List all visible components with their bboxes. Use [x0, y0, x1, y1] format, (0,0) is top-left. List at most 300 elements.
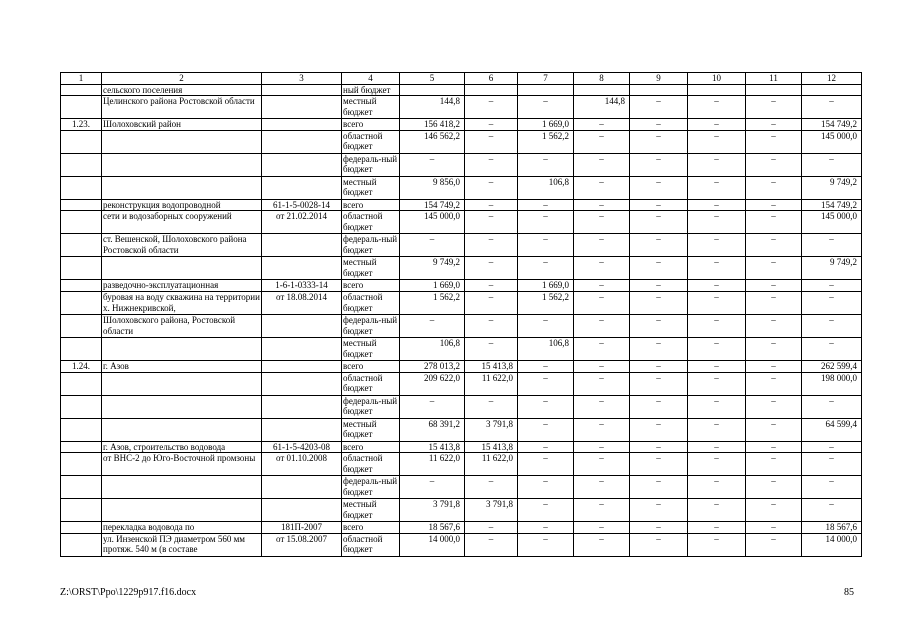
funding-source-cell: местный бюджет [342, 176, 400, 199]
value-cell: – [688, 199, 746, 211]
value-cell: – [465, 176, 518, 199]
value-cell: – [574, 234, 630, 257]
document-ref-cell [262, 130, 342, 153]
value-cell: – [746, 96, 802, 119]
value-cell: – [802, 476, 862, 499]
object-name-cell [102, 153, 262, 176]
document-ref-cell [262, 476, 342, 499]
object-name-cell [102, 418, 262, 441]
column-header: 12 [802, 73, 862, 85]
value-cell: – [574, 211, 630, 234]
value-cell: 18 567,6 [802, 522, 862, 534]
value-cell: – [465, 130, 518, 153]
document-ref-cell [262, 96, 342, 119]
column-header: 5 [400, 73, 465, 85]
value-cell: – [688, 130, 746, 153]
funding-source-cell: областной бюджет [342, 453, 400, 476]
document-ref-cell [262, 119, 342, 131]
value-cell [802, 84, 862, 96]
document-ref-cell: 61-1-5-0028-14 [262, 199, 342, 211]
value-cell: 9 749,2 [802, 257, 862, 280]
value-cell: – [746, 395, 802, 418]
value-cell: – [802, 96, 862, 119]
table-row [61, 153, 862, 176]
value-cell: – [802, 499, 862, 522]
value-cell: – [802, 453, 862, 476]
value-cell: – [630, 280, 688, 292]
object-name-cell [102, 395, 262, 418]
value-cell: – [630, 291, 688, 314]
funding-source-cell: областной бюджет [342, 372, 400, 395]
value-cell: – [688, 533, 746, 556]
table-row [61, 395, 862, 418]
funding-source-cell: местный бюджет [342, 418, 400, 441]
document-ref-cell [262, 337, 342, 360]
document-ref-cell [262, 84, 342, 96]
value-cell [688, 84, 746, 96]
value-cell: – [746, 176, 802, 199]
document-ref-cell: от 01.10.2008 [262, 453, 342, 476]
funding-source-cell: областной бюджет [342, 211, 400, 234]
value-cell: – [574, 199, 630, 211]
row-number-cell [61, 533, 102, 556]
funding-source-cell: местный бюджет [342, 257, 400, 280]
object-name-cell: ул. Инзенской ПЭ диаметром 560 мм протяж. 540 м (в составе [102, 533, 262, 556]
value-cell: – [802, 280, 862, 292]
value-cell: – [465, 234, 518, 257]
value-cell: – [746, 119, 802, 131]
value-cell: – [574, 499, 630, 522]
value-cell: – [518, 199, 574, 211]
table-row [61, 533, 862, 556]
row-number-cell [61, 476, 102, 499]
footer-file-path: Z:\ORST\Ppo\1229p917.f16.docx [60, 587, 197, 598]
value-cell: – [802, 291, 862, 314]
value-cell: – [746, 199, 802, 211]
value-cell: 11 622,0 [465, 453, 518, 476]
object-name-cell: сети и водозаборных сооружений [102, 211, 262, 234]
object-name-cell: реконструкция водопроводной [102, 199, 262, 211]
value-cell: – [574, 533, 630, 556]
value-cell: 262 599,4 [802, 360, 862, 372]
document-ref-cell: от 15.08.2007 [262, 533, 342, 556]
value-cell: – [630, 234, 688, 257]
row-number-cell [61, 418, 102, 441]
row-number-cell [61, 453, 102, 476]
value-cell: – [630, 314, 688, 337]
value-cell: – [688, 418, 746, 441]
table-row [61, 476, 862, 499]
budget-table [60, 72, 862, 557]
table-row [61, 453, 862, 476]
value-cell: – [465, 522, 518, 534]
object-name-cell [102, 372, 262, 395]
value-cell: – [574, 476, 630, 499]
row-number-cell [61, 211, 102, 234]
value-cell: 11 622,0 [400, 453, 465, 476]
value-cell: – [802, 153, 862, 176]
table-row [61, 199, 862, 211]
table-row [61, 522, 862, 534]
value-cell: 146 562,2 [400, 130, 465, 153]
value-cell: – [518, 211, 574, 234]
value-cell: – [630, 119, 688, 131]
value-cell: 15 413,8 [465, 360, 518, 372]
document-ref-cell: от 18.08.2014 [262, 291, 342, 314]
value-cell: – [688, 476, 746, 499]
table-row [61, 257, 862, 280]
value-cell: – [688, 257, 746, 280]
value-cell: – [465, 533, 518, 556]
value-cell: – [518, 395, 574, 418]
value-cell: – [802, 441, 862, 453]
value-cell: – [688, 280, 746, 292]
value-cell: – [688, 372, 746, 395]
row-number-cell [61, 522, 102, 534]
value-cell: – [465, 211, 518, 234]
value-cell: – [518, 418, 574, 441]
object-name-cell [102, 476, 262, 499]
column-header: 3 [262, 73, 342, 85]
value-cell: – [746, 499, 802, 522]
value-cell: – [574, 395, 630, 418]
table-row [61, 360, 862, 372]
value-cell: – [518, 257, 574, 280]
value-cell: – [465, 280, 518, 292]
object-name-cell: ст. Вешенской, Шолоховского района Ростовской области [102, 234, 262, 257]
table-row [61, 119, 862, 131]
value-cell: 18 567,6 [400, 522, 465, 534]
value-cell [574, 84, 630, 96]
value-cell: – [574, 337, 630, 360]
value-cell: – [688, 337, 746, 360]
value-cell: – [630, 337, 688, 360]
funding-source-cell: ный бюджет [342, 84, 400, 96]
value-cell: – [465, 476, 518, 499]
value-cell: – [465, 96, 518, 119]
value-cell: 278 013,2 [400, 360, 465, 372]
value-cell: 68 391,2 [400, 418, 465, 441]
value-cell: – [400, 314, 465, 337]
value-cell: 106,8 [518, 337, 574, 360]
value-cell: – [518, 522, 574, 534]
value-cell: – [630, 476, 688, 499]
value-cell: – [746, 522, 802, 534]
object-name-cell [102, 130, 262, 153]
value-cell: 154 749,2 [802, 199, 862, 211]
table-row [61, 337, 862, 360]
row-number-cell [61, 280, 102, 292]
column-header: 9 [630, 73, 688, 85]
value-cell: – [746, 418, 802, 441]
value-cell: – [630, 395, 688, 418]
value-cell: – [630, 257, 688, 280]
value-cell: 1 669,0 [518, 119, 574, 131]
funding-source-cell: всего [342, 280, 400, 292]
row-number-cell [61, 153, 102, 176]
document-ref-cell: 181П-2007 [262, 522, 342, 534]
value-cell: – [688, 499, 746, 522]
table-row [61, 96, 862, 119]
object-name-cell [102, 257, 262, 280]
value-cell: 1 669,0 [400, 280, 465, 292]
value-cell: – [746, 372, 802, 395]
value-cell: 1 669,0 [518, 280, 574, 292]
value-cell: – [574, 441, 630, 453]
value-cell: – [400, 395, 465, 418]
column-header: 7 [518, 73, 574, 85]
value-cell: 14 000,0 [400, 533, 465, 556]
funding-source-cell: областной бюджет [342, 130, 400, 153]
row-number-cell [61, 291, 102, 314]
value-cell: – [574, 522, 630, 534]
value-cell: 145 000,0 [802, 211, 862, 234]
value-cell: 1 562,2 [518, 130, 574, 153]
value-cell: – [688, 211, 746, 234]
value-cell: – [746, 257, 802, 280]
table-row [61, 234, 862, 257]
value-cell: – [518, 234, 574, 257]
value-cell: 144,8 [400, 96, 465, 119]
value-cell: 11 622,0 [465, 372, 518, 395]
value-cell: – [630, 441, 688, 453]
value-cell: – [574, 453, 630, 476]
value-cell: 154 749,2 [802, 119, 862, 131]
document-ref-cell: от 21.02.2014 [262, 211, 342, 234]
row-number-cell [61, 337, 102, 360]
row-number-cell [61, 441, 102, 453]
document-ref-cell: 1-6-1-0333-14 [262, 280, 342, 292]
value-cell: – [688, 314, 746, 337]
value-cell: – [630, 211, 688, 234]
table-row [61, 441, 862, 453]
value-cell: 14 000,0 [802, 533, 862, 556]
funding-source-cell: местный бюджет [342, 96, 400, 119]
object-name-cell: от ВНС-2 до Юго-Восточной промзоны [102, 453, 262, 476]
value-cell: 198 000,0 [802, 372, 862, 395]
value-cell: – [630, 360, 688, 372]
value-cell: – [746, 533, 802, 556]
value-cell: – [574, 360, 630, 372]
object-name-cell: сельского поселения [102, 84, 262, 96]
table-row [61, 280, 862, 292]
value-cell: 15 413,8 [465, 441, 518, 453]
row-number-cell: 1.24. [61, 360, 102, 372]
funding-source-cell: областной бюджет [342, 533, 400, 556]
table-row [61, 84, 862, 96]
value-cell: 1 562,2 [518, 291, 574, 314]
value-cell [400, 84, 465, 96]
value-cell: – [518, 372, 574, 395]
value-cell: – [574, 291, 630, 314]
document-ref-cell [262, 499, 342, 522]
document-ref-cell [262, 314, 342, 337]
value-cell: – [518, 441, 574, 453]
value-cell: 156 418,2 [400, 119, 465, 131]
value-cell: – [688, 360, 746, 372]
object-name-cell [102, 337, 262, 360]
value-cell: – [688, 395, 746, 418]
column-header: 4 [342, 73, 400, 85]
row-number-cell [61, 84, 102, 96]
document-ref-cell [262, 372, 342, 395]
row-number-cell [61, 314, 102, 337]
value-cell: 64 599,4 [802, 418, 862, 441]
document-ref-cell [262, 257, 342, 280]
value-cell: – [688, 96, 746, 119]
value-cell: – [518, 314, 574, 337]
value-cell: – [574, 130, 630, 153]
value-cell: – [688, 522, 746, 534]
value-cell: 209 622,0 [400, 372, 465, 395]
table-row [61, 314, 862, 337]
object-name-cell: г. Азов [102, 360, 262, 372]
funding-source-cell: федераль-ный бюджет [342, 153, 400, 176]
funding-source-cell: местный бюджет [342, 499, 400, 522]
column-header: 8 [574, 73, 630, 85]
value-cell: – [688, 453, 746, 476]
value-cell: – [802, 395, 862, 418]
document-ref-cell [262, 176, 342, 199]
row-number-cell [61, 199, 102, 211]
value-cell: – [400, 234, 465, 257]
row-number-cell [61, 176, 102, 199]
value-cell: – [802, 314, 862, 337]
value-cell: – [746, 211, 802, 234]
object-name-cell: Целинского района Ростовской области [102, 96, 262, 119]
value-cell: – [630, 199, 688, 211]
value-cell: – [746, 453, 802, 476]
value-cell: 154 749,2 [400, 199, 465, 211]
value-cell: 106,8 [400, 337, 465, 360]
value-cell: – [630, 153, 688, 176]
value-cell: – [518, 360, 574, 372]
value-cell: – [465, 314, 518, 337]
value-cell: – [465, 337, 518, 360]
value-cell: – [746, 291, 802, 314]
document-ref-cell [262, 234, 342, 257]
value-cell: – [465, 153, 518, 176]
funding-source-cell: областной бюджет [342, 291, 400, 314]
object-name-cell: буровая на воду скважина на территории х. Нижнекривской, [103, 291, 260, 313]
table-row [61, 499, 862, 522]
object-name-cell: г. Азов, строительство водовода [102, 441, 262, 453]
value-cell: – [630, 130, 688, 153]
value-cell [465, 84, 518, 96]
value-cell: – [630, 499, 688, 522]
value-cell: 15 413,8 [400, 441, 465, 453]
value-cell: – [518, 499, 574, 522]
value-cell: 9 749,2 [400, 257, 465, 280]
column-header: 11 [746, 73, 802, 85]
value-cell: – [630, 522, 688, 534]
value-cell: – [574, 119, 630, 131]
row-number-cell [61, 130, 102, 153]
value-cell: – [746, 441, 802, 453]
value-cell: – [688, 153, 746, 176]
value-cell: – [465, 199, 518, 211]
value-cell: – [574, 280, 630, 292]
funding-source-cell: местный бюджет [342, 337, 400, 360]
value-cell: – [746, 314, 802, 337]
value-cell: 9 749,2 [802, 176, 862, 199]
value-cell [630, 84, 688, 96]
object-name-cell [102, 176, 262, 199]
value-cell: – [630, 96, 688, 119]
value-cell: – [574, 418, 630, 441]
value-cell: 144,8 [574, 96, 630, 119]
value-cell: 145 000,0 [802, 130, 862, 153]
funding-source-cell: федераль-ный бюджет [342, 395, 400, 418]
row-number-cell [61, 96, 102, 119]
value-cell: – [465, 257, 518, 280]
table-row [61, 211, 862, 234]
table-row [61, 418, 862, 441]
value-cell: 1 562,2 [400, 291, 465, 314]
row-number-cell [61, 234, 102, 257]
value-cell: – [574, 314, 630, 337]
value-cell: 3 791,8 [465, 499, 518, 522]
document-ref-cell [262, 418, 342, 441]
object-name-cell: перекладка водовода по [102, 522, 262, 534]
row-number-cell [61, 499, 102, 522]
value-cell: – [574, 257, 630, 280]
value-cell: – [688, 176, 746, 199]
funding-source-cell: всего [342, 441, 400, 453]
document-ref-cell: 61-1-5-4203-08 [262, 441, 342, 453]
object-name-cell: разведочно-эксплуатационная [102, 280, 262, 292]
funding-source-cell: федераль-ный бюджет [342, 476, 400, 499]
document-ref-cell [262, 360, 342, 372]
column-header: 1 [61, 73, 102, 85]
value-cell: – [746, 130, 802, 153]
value-cell: 145 000,0 [400, 211, 465, 234]
value-cell: – [746, 337, 802, 360]
value-cell: – [630, 533, 688, 556]
value-cell: – [688, 291, 746, 314]
object-name-cell: Шолоховский район [102, 119, 262, 131]
value-cell: 106,8 [518, 176, 574, 199]
value-cell: – [465, 119, 518, 131]
document-ref-cell [262, 395, 342, 418]
value-cell: – [688, 441, 746, 453]
value-cell: – [746, 280, 802, 292]
value-cell: – [518, 476, 574, 499]
page-number: 85 [844, 587, 854, 598]
funding-source-cell: федераль-ный бюджет [342, 234, 400, 257]
table-row [61, 372, 862, 395]
value-cell: – [400, 476, 465, 499]
funding-source-cell: всего [342, 199, 400, 211]
value-cell: – [802, 337, 862, 360]
value-cell: – [465, 291, 518, 314]
funding-source-cell: федераль-ный бюджет [342, 314, 400, 337]
row-number-cell [61, 372, 102, 395]
value-cell: – [630, 176, 688, 199]
funding-source-cell: всего [342, 522, 400, 534]
value-cell: – [518, 153, 574, 176]
value-cell: – [802, 234, 862, 257]
row-number-cell: 1.23. [61, 119, 102, 131]
value-cell: – [465, 395, 518, 418]
header-row [61, 73, 862, 85]
value-cell: – [688, 119, 746, 131]
document-ref-cell [262, 153, 342, 176]
value-cell: – [688, 234, 746, 257]
column-header: 2 [102, 73, 262, 85]
object-name-cell: Шолоховского района, Ростовской области [102, 314, 262, 337]
row-number-cell [61, 395, 102, 418]
